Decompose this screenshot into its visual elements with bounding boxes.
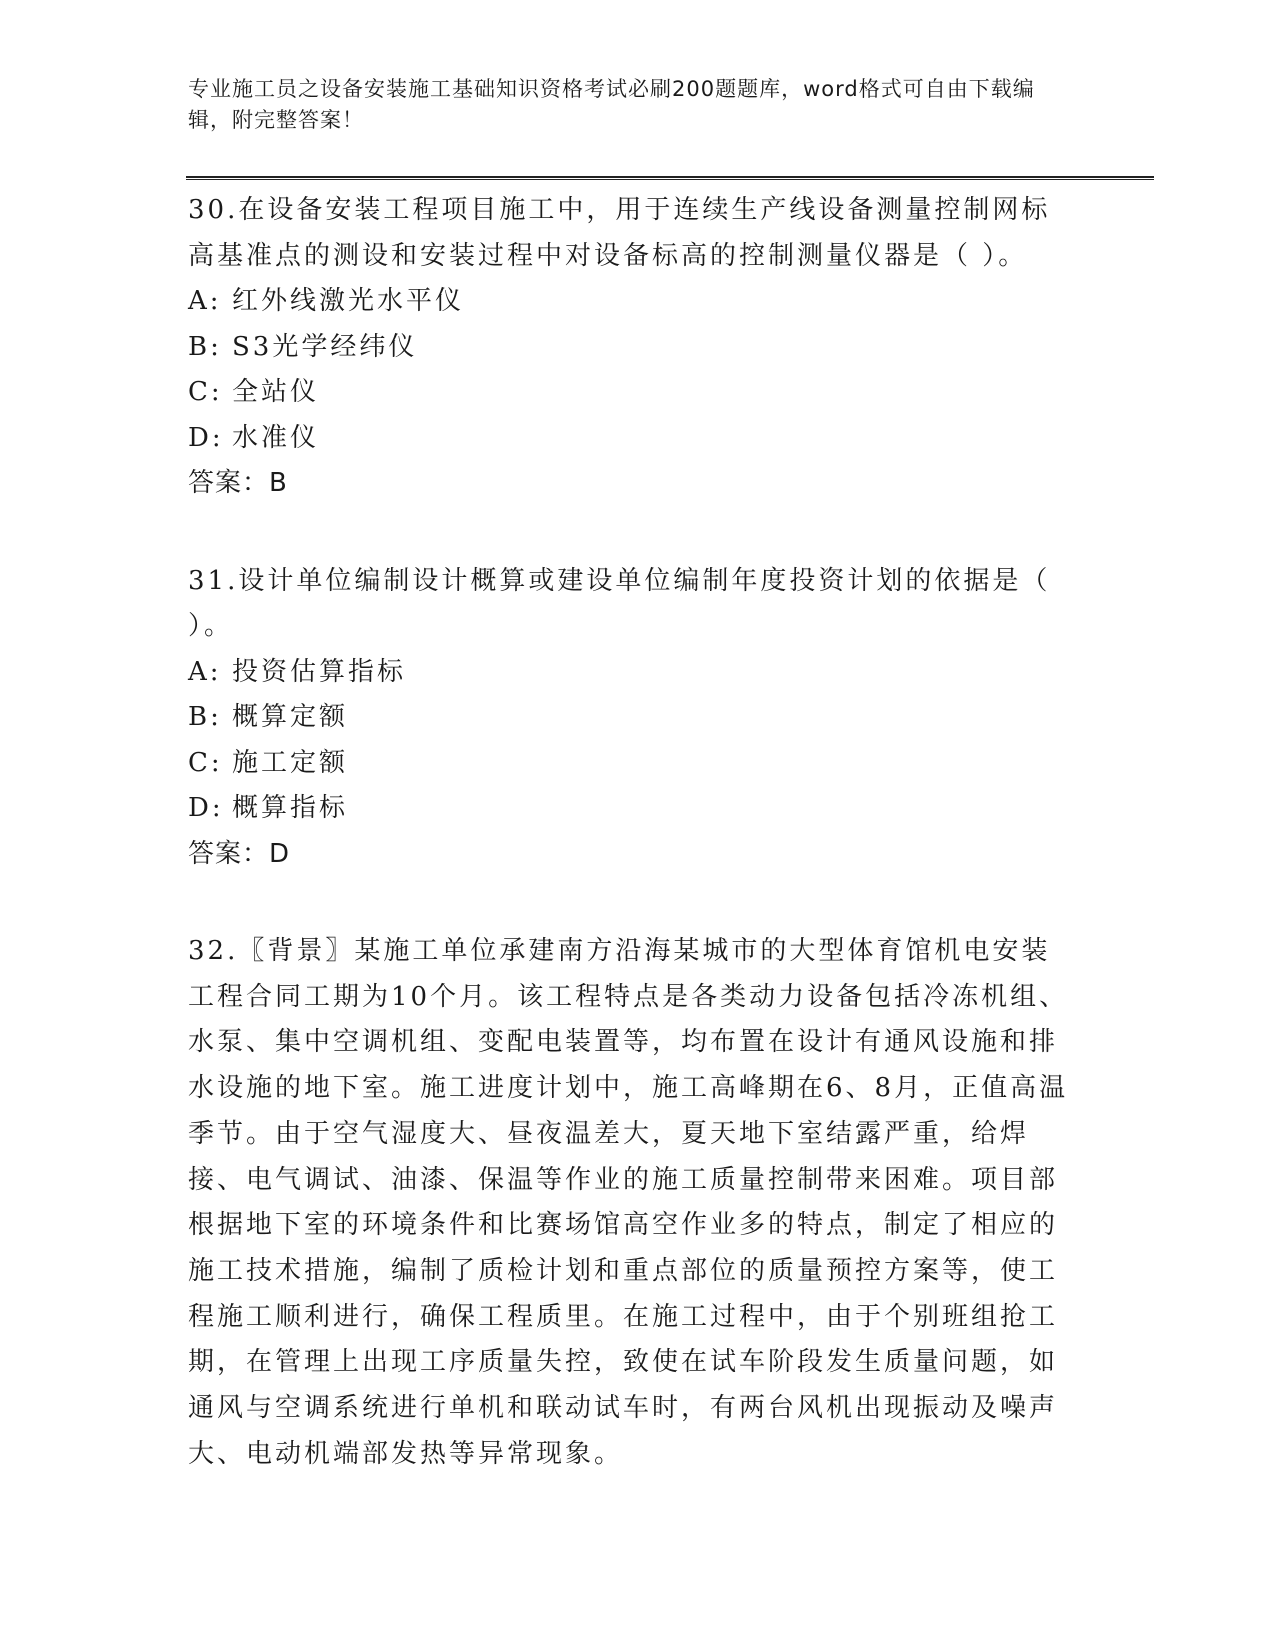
question-31: [188, 559, 1078, 878]
question-list: [188, 188, 1078, 1529]
option-a: [188, 279, 1078, 325]
option-letter: B:: [188, 331, 222, 362]
question-32: [188, 929, 1078, 1477]
option-d: [188, 416, 1078, 462]
option-text: 红外线激光水平仪: [232, 286, 465, 316]
page-header: 专业施工员之设备安装施工基础知识资格考试必刷200题题库，word格式可自由下载编辑，附完整答案！: [188, 77, 1035, 132]
option-letter: A:: [188, 286, 222, 316]
option-text: 全站仪: [232, 377, 320, 407]
option-c: [188, 741, 1078, 787]
option-letter: C:: [188, 377, 223, 407]
answer: 答案：B: [188, 468, 288, 498]
option-b: [188, 325, 1078, 371]
option-text: S3光学经纬仪: [232, 331, 418, 362]
option-letter: B:: [188, 702, 222, 732]
option-text: 投资估算指标: [232, 656, 407, 687]
option-text: 施工定额: [232, 747, 349, 778]
question-text: 32.〖背景〗某施工单位承建南方沿海某城市的大型体育馆机电安装工程合同工期为10个月。该工程特点是各类动力设备包括冷冻机组、水泵、集中空调机组、变配电装置等，均布置在设计有通风设施和排水设施的地下室。施工进度计划中，施工高峰期在6、8月，正值高温季节。由于空气湿度大、昼夜温差大，夏天地下室结露严重，给焊接、电气调试、油漆、保温等作业的施工质量控制带来困难。项目部根据地下室的环境条件和比赛场馆高空作业多的特点，制定了相应的施工技术措施，编制了质检计划和重点部位的质量预控方案等，使工程施工顺利进行，确保工程质里。在施工过程中，由于个别班组抢工期，在管理上出现工序质量失控，致使在试车阶段发生质量问题，如通风与空调系统进行单机和联动试车时，有两台风机出现振动及噪声大、电动机端部发热等异常现象。: [188, 936, 1069, 1469]
answer: 答案：D: [188, 838, 291, 869]
option-letter: C:: [188, 747, 223, 778]
option-letter: D:: [188, 422, 224, 453]
question-30: [188, 188, 1078, 507]
question-text: 31.设计单位编制设计概算或建设单位编制年度投资计划的依据是（ ）。: [188, 565, 1051, 641]
option-d: [188, 786, 1078, 832]
option-letter: D:: [188, 793, 224, 823]
option-text: 概算定额: [232, 702, 349, 732]
option-c: [188, 370, 1078, 416]
option-b: [188, 695, 1078, 741]
question-text: 30.在设备安装工程项目施工中，用于连续生产线设备测量控制网标高基准点的测设和安装过程中对设备标高的控制测量仪器是（ ）。: [188, 195, 1051, 271]
option-text: 水准仪: [232, 422, 320, 453]
option-letter: A:: [188, 656, 222, 687]
option-text: 概算指标: [232, 793, 349, 823]
option-a: [188, 650, 1078, 696]
header-divider: [186, 176, 1154, 180]
